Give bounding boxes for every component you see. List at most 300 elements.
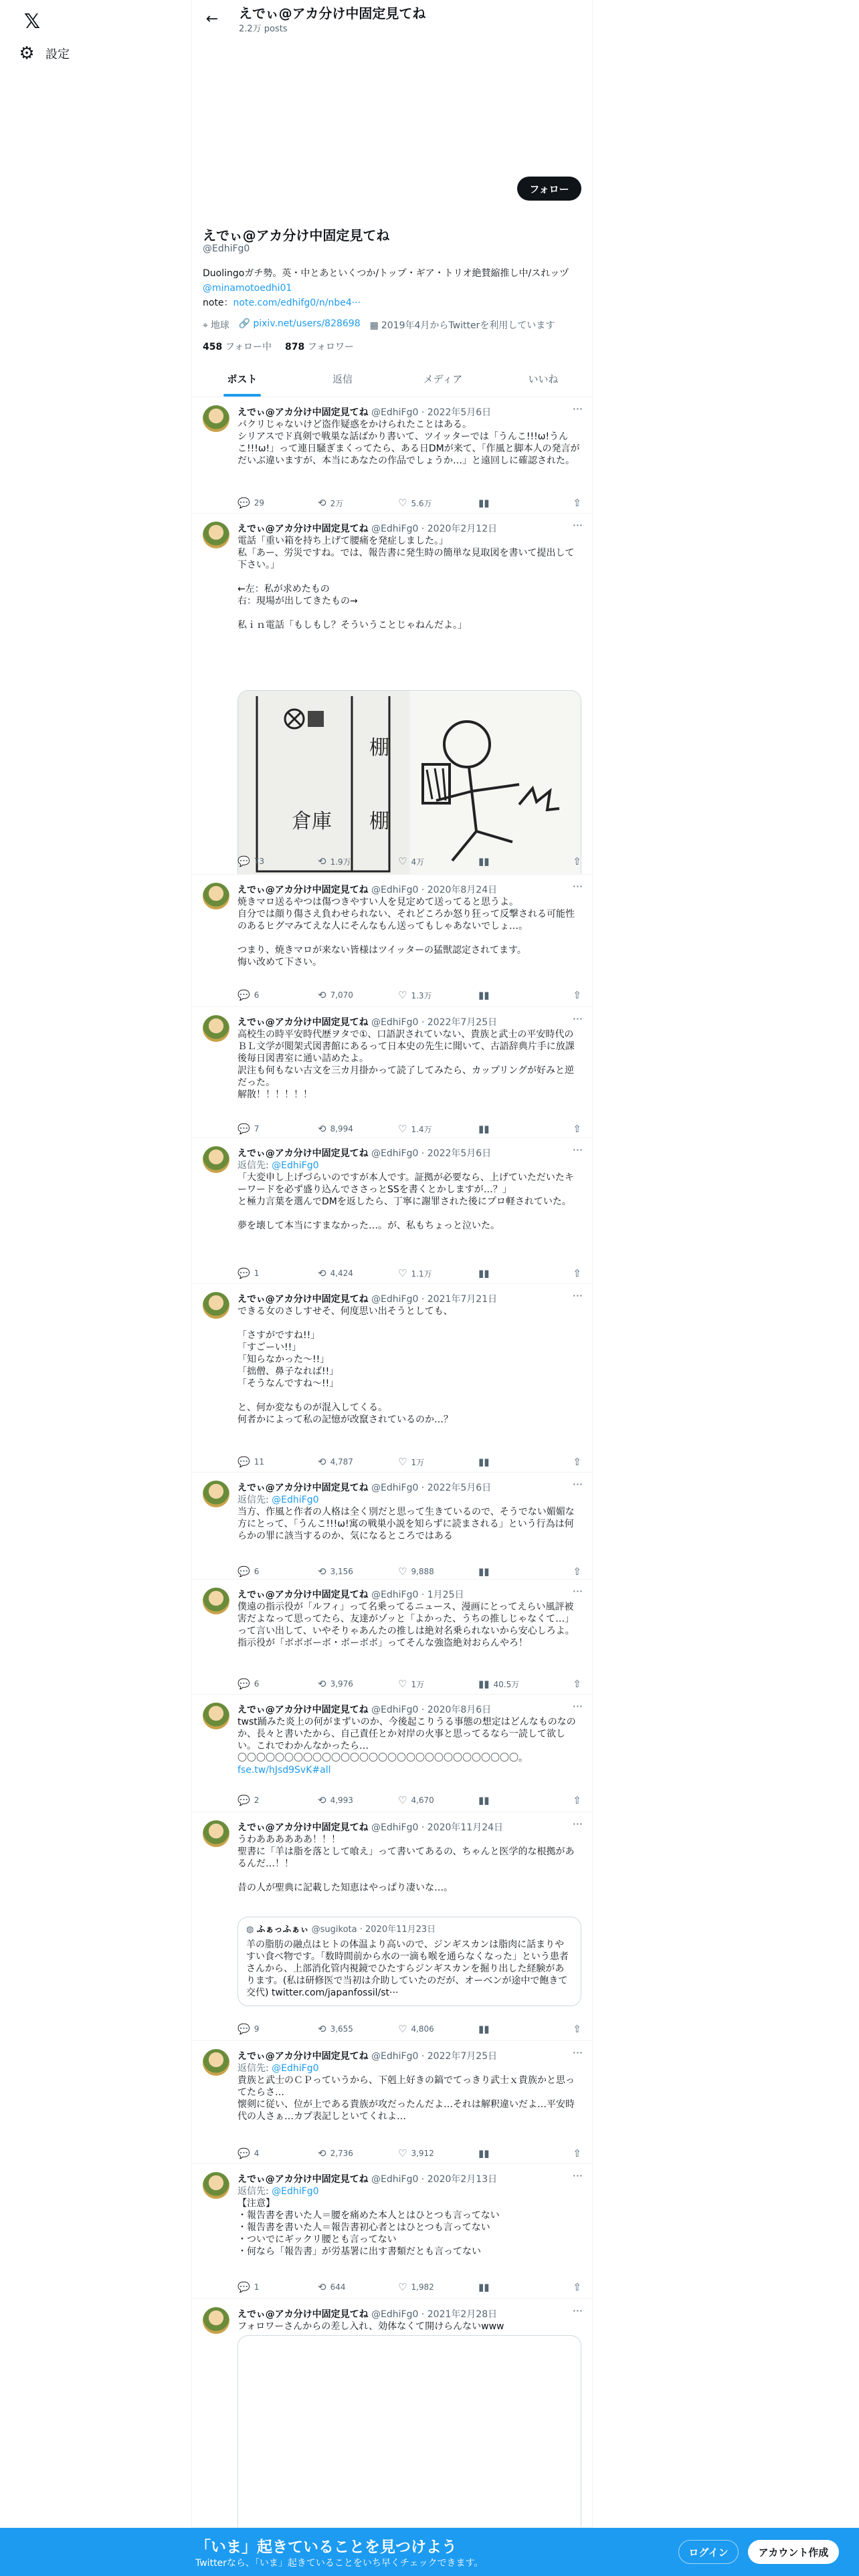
bottom-bar-title: 「いま」起きていることを見つけよう <box>195 2539 457 2556</box>
tweet-body <box>237 1834 581 1894</box>
avatar[interactable] <box>203 2172 229 2199</box>
like-button[interactable] <box>398 1267 478 1280</box>
share-button[interactable] <box>573 496 581 510</box>
tweet-actions <box>237 496 581 510</box>
tweet-text: 【注意】 ・報告書を書いた人＝腰を痛めた本人とはひとつも言ってない ・報告書を書いた人＝報告書初心者とはひとつも言ってない ・ついでにギックリ腰とも言ってない ・何なら「報告書」が労基署に出す書類だとも言ってない <box>237 2198 500 2257</box>
reply-count: 11 <box>254 1457 264 1467</box>
retweet-icon: ⟲ <box>318 2281 326 2293</box>
like-button[interactable] <box>398 1455 478 1469</box>
bottom-bar-subtitle: Twitterなら、「いま」起きていることをいち早くチェックできます。 <box>195 2558 484 2569</box>
tweet-author-handle: @EdhiFg0 <box>371 1705 419 1715</box>
tweet-text: 電話「重い箱を持ち上げて腰痛を発症しました。」 私「あー、労災ですね。では、報告書に発生時の簡単な見取図を書いて提出して下さい。」 ←左：私が求めたもの 右：現場が出してきたもの→ 私ｉｎ電話「もしもし？そういうことじゃねんだよ。」 <box>237 536 575 631</box>
like-icon: ♡ <box>398 1794 407 1806</box>
share-button[interactable] <box>573 1455 581 1469</box>
more-options-icon[interactable]: ··· <box>572 1478 583 1491</box>
reply-count: 7 <box>254 1124 260 1134</box>
like-button[interactable] <box>398 2147 478 2160</box>
tweet-date[interactable]: 2021年2月28日 <box>427 2309 498 2320</box>
reply-button[interactable] <box>237 1455 318 1469</box>
bio-note-link[interactable]: note.com/edhifg0/n/nbe4··· <box>233 298 361 308</box>
avatar[interactable] <box>203 1146 229 1173</box>
reply-icon: 💬 <box>237 1267 250 1279</box>
tweet-actions <box>237 855 581 868</box>
avatar[interactable] <box>203 883 229 909</box>
website-item[interactable] <box>239 318 361 332</box>
like-button[interactable] <box>398 1794 478 1807</box>
tweet-author-handle: @EdhiFg0 <box>371 1590 419 1600</box>
tweet-author-name[interactable]: えでぃ@アカ分け中固定見てね <box>237 1822 369 1833</box>
followers-link[interactable] <box>285 340 354 353</box>
reply-icon: 💬 <box>237 1456 250 1468</box>
share-icon: ⇧ <box>573 2023 581 2035</box>
tweet-author-name[interactable]: えでぃ@アカ分け中固定見てね <box>237 407 369 418</box>
reply-to-line <box>237 1494 581 1506</box>
like-button[interactable] <box>398 1122 478 1136</box>
avatar[interactable] <box>203 522 229 548</box>
tweet[interactable] <box>192 1284 593 1473</box>
retweet-count: 4,993 <box>330 1796 353 1805</box>
reply-to-handle[interactable]: @EdhiFg0 <box>272 2186 319 2197</box>
avatar[interactable] <box>203 1481 229 1507</box>
nav-settings[interactable] <box>17 44 70 63</box>
like-count: 1万 <box>411 1679 425 1689</box>
like-count: 1,982 <box>411 2282 434 2292</box>
share-button[interactable] <box>573 2280 581 2294</box>
tweet-header: えでぃ@アカ分け中固定見てね @EdhiFg0 · 2022年7月25日 <box>237 1017 498 1028</box>
tweet-date[interactable]: 2020年11月24日 <box>427 1822 504 1833</box>
tweet-actions <box>237 1565 581 1578</box>
share-icon: ⇧ <box>573 1123 581 1135</box>
reply-button[interactable] <box>237 988 318 1002</box>
tweet-date[interactable]: 2022年5月6日 <box>427 1148 492 1159</box>
quoted-date: 2020年11月23日 <box>365 1925 436 1935</box>
tweet-actions <box>237 2280 581 2294</box>
share-icon: ⇧ <box>573 1267 581 1279</box>
avatar[interactable] <box>203 1820 229 1847</box>
tweet-header: えでぃ@アカ分け中固定見てね @EdhiFg0 · 2021年7月21日 <box>237 1294 498 1305</box>
reply-icon: 💬 <box>237 1678 250 1690</box>
retweet-button[interactable] <box>318 1455 398 1469</box>
more-options-icon[interactable]: ··· <box>572 2046 583 2059</box>
tweet[interactable] <box>192 1580 593 1695</box>
share-icon: ⇧ <box>573 1566 581 1578</box>
reply-count: 1 <box>254 1269 260 1278</box>
tweet-actions <box>237 2147 581 2160</box>
tweet-author-name[interactable]: えでぃ@アカ分け中固定見てね <box>237 1294 369 1305</box>
tweet-author-handle: @EdhiFg0 <box>371 407 419 418</box>
more-options-icon[interactable]: ··· <box>572 1585 583 1598</box>
profile-header-bar <box>192 0 593 37</box>
like-count: 4,806 <box>411 2024 434 2034</box>
views-button[interactable] <box>478 1267 559 1280</box>
signup-bottom-bar <box>0 2528 859 2576</box>
profile-follow-counts <box>203 340 354 353</box>
share-icon: ⇧ <box>573 1678 581 1690</box>
like-count: 1.1万 <box>411 1269 432 1279</box>
share-icon: ⇧ <box>573 2147 581 2159</box>
more-options-icon[interactable]: ··· <box>572 1012 583 1025</box>
share-button[interactable] <box>573 1677 581 1691</box>
tweet-body <box>237 1305 581 1426</box>
profile-meta <box>203 318 555 332</box>
profile-bio <box>203 266 585 310</box>
bio-note-prefix: note： <box>203 298 233 308</box>
tweet-author-handle: @EdhiFg0 <box>371 1483 419 1493</box>
like-button[interactable] <box>398 496 478 510</box>
avatar[interactable] <box>203 405 229 432</box>
retweet-icon: ⟲ <box>318 855 326 867</box>
like-icon: ♡ <box>398 2147 407 2159</box>
retweet-count: 2,736 <box>330 2149 353 2158</box>
retweet-count: 644 <box>330 2282 346 2292</box>
views-button[interactable] <box>478 2022 559 2036</box>
reply-button[interactable] <box>237 855 318 868</box>
retweet-button[interactable] <box>318 1794 398 1807</box>
header-post-count: 2.2万 posts <box>239 24 288 34</box>
share-icon: ⇧ <box>573 497 581 509</box>
views-icon: ▮▮ <box>478 989 490 1001</box>
share-button[interactable] <box>573 2147 581 2160</box>
retweet-button[interactable] <box>318 496 398 510</box>
website-link[interactable]: pixiv.net/users/828698 <box>253 318 361 329</box>
tweet[interactable] <box>192 2299 593 2528</box>
tweet-text: 僕遠の指示役が「ルフィ」って名乗ってるニュース、漫画にとってえらい風評被害だよなって思ってたら、友達がゾッと「よかった、うちの推しじゃなくて…」って言い出して、いやそりゃあんたの推しは絶対名乗られないから安心しろよ。指示役が「ボボボーボ・ボーボボ」ってそんな強盗絶対おらんやろ！ <box>237 1602 575 1648</box>
more-options-icon[interactable]: ··· <box>572 880 583 893</box>
tweet-text: フォロワーさんからの差し入れ、効体なくて開けらんないwww <box>237 2321 504 2332</box>
tweet-body <box>237 419 581 467</box>
views-button[interactable] <box>478 1794 559 1807</box>
like-button[interactable] <box>398 2022 478 2036</box>
more-options-icon[interactable]: ··· <box>572 2304 583 2317</box>
retweet-button[interactable] <box>318 1677 398 1691</box>
share-button[interactable] <box>573 2022 581 2036</box>
reply-button[interactable] <box>237 2022 318 2036</box>
views-icon: ▮▮ <box>478 2147 490 2159</box>
reply-to-line <box>237 2185 581 2197</box>
tweet-date[interactable]: 2022年5月6日 <box>427 407 492 418</box>
reply-button[interactable] <box>237 2280 318 2294</box>
like-icon: ♡ <box>398 1123 407 1135</box>
tweet-author-handle: @EdhiFg0 <box>371 1148 419 1159</box>
tweet-date[interactable]: 2020年8月6日 <box>427 1705 492 1715</box>
views-icon: ▮▮ <box>478 1678 490 1690</box>
quoted-tweet[interactable] <box>237 1917 581 2006</box>
like-count: 4,670 <box>411 1796 434 1805</box>
retweet-icon: ⟲ <box>318 1678 326 1690</box>
retweet-button[interactable] <box>318 2280 398 2294</box>
reply-count: 29 <box>254 498 264 508</box>
tweet-actions <box>237 988 581 1002</box>
followers-count: 878 <box>285 342 305 352</box>
retweet-count: 7,070 <box>330 990 353 1000</box>
reply-button[interactable] <box>237 1677 318 1691</box>
tweet-date[interactable]: 2022年5月6日 <box>427 1483 492 1493</box>
tweet-body <box>237 1494 581 1542</box>
like-count: 5.6万 <box>411 498 432 508</box>
reply-button[interactable] <box>237 2147 318 2160</box>
tweet-author-handle: @EdhiFg0 <box>371 1822 419 1833</box>
tweet-actions <box>237 1267 581 1280</box>
tweet-date[interactable]: 2020年8月24日 <box>427 885 498 895</box>
retweet-button[interactable] <box>318 855 398 868</box>
tweet-body <box>237 535 581 631</box>
more-options-icon[interactable]: ··· <box>572 519 583 532</box>
tweet-author-name[interactable]: えでぃ@アカ分け中固定見てね <box>237 2051 369 2062</box>
media-handwritten-label: 倉庫 <box>292 810 332 833</box>
location-item <box>203 318 229 332</box>
retweet-count: 8,994 <box>330 1124 353 1134</box>
tweet-author-handle: @EdhiFg0 <box>371 1294 419 1305</box>
views-count: 40.5万 <box>493 1679 520 1689</box>
share-icon: ⇧ <box>573 989 581 1001</box>
tweet-header: えでぃ@アカ分け中固定見てね @EdhiFg0 · 2020年2月12日 <box>237 524 498 534</box>
views-button[interactable] <box>478 988 559 1002</box>
following-count: 458 <box>203 342 223 352</box>
tweet-date[interactable]: 2021年7月21日 <box>427 1294 498 1305</box>
retweet-button[interactable] <box>318 1267 398 1280</box>
retweet-icon: ⟲ <box>318 1123 326 1135</box>
avatar[interactable] <box>203 1292 229 1319</box>
reply-to-handle[interactable]: @EdhiFg0 <box>272 2063 319 2074</box>
reply-icon: 💬 <box>237 2023 250 2035</box>
retweet-button[interactable] <box>318 2147 398 2160</box>
tweet-date[interactable]: 1月25日 <box>427 1590 464 1600</box>
tweet[interactable] <box>192 2164 593 2299</box>
quoted-author-name[interactable]: ふぁっふぁぃ <box>256 1925 309 1935</box>
profile-tabs <box>192 361 593 397</box>
nav-settings-label: 設定 <box>45 47 70 62</box>
reply-button[interactable] <box>237 1794 318 1807</box>
retweet-count: 4,424 <box>330 1269 353 1278</box>
tweet-header: えでぃ@アカ分け中固定見てね @EdhiFg0 · 2022年5月6日 <box>237 407 492 418</box>
share-button[interactable] <box>573 1565 581 1578</box>
tweet-body <box>237 2062 581 2123</box>
views-icon: ▮▮ <box>478 2281 490 2293</box>
tweet-actions <box>237 1455 581 1469</box>
tweet[interactable] <box>192 1138 593 1284</box>
reply-icon: 💬 <box>237 1566 250 1578</box>
tweet[interactable] <box>192 2041 593 2164</box>
reply-button[interactable] <box>237 1267 318 1280</box>
like-icon: ♡ <box>398 2281 407 2293</box>
tweet-author-handle: @EdhiFg0 <box>371 2174 419 2185</box>
more-options-icon[interactable]: ··· <box>572 2169 583 2182</box>
bio-mention-link[interactable]: @minamotoedhi01 <box>203 283 292 294</box>
avatar[interactable] <box>203 2307 229 2334</box>
avatar[interactable] <box>203 1015 229 1042</box>
tweet-author-name[interactable]: えでぃ@アカ分け中固定見てね <box>237 2174 369 2185</box>
tweet-link[interactable]: fse.tw/hJsd9SvK#all <box>237 1765 331 1776</box>
avatar[interactable] <box>203 2049 229 2076</box>
tweet-body <box>237 2321 581 2333</box>
tweet-author-name[interactable]: えでぃ@アカ分け中固定見てね <box>237 1148 369 1159</box>
tweet-header: えでぃ@アカ分け中固定見てね @EdhiFg0 · 2022年5月6日 <box>237 1148 492 1159</box>
media-handwritten-label: 棚 <box>369 736 389 760</box>
views-button[interactable] <box>478 1455 559 1469</box>
share-button[interactable] <box>573 1122 581 1136</box>
reply-count: 4 <box>254 2149 260 2158</box>
tweet-author-name[interactable]: えでぃ@アカ分け中固定見てね <box>237 1705 369 1715</box>
retweet-button[interactable] <box>318 1565 398 1578</box>
tweet-date[interactable]: 2020年2月13日 <box>427 2174 498 2185</box>
share-icon: ⇧ <box>573 1456 581 1468</box>
reply-to-handle[interactable]: @EdhiFg0 <box>272 1160 319 1171</box>
tweet-author-handle: @EdhiFg0 <box>371 885 419 895</box>
retweet-icon: ⟲ <box>318 2147 326 2159</box>
reply-prefix: 返信先: <box>237 2063 272 2074</box>
retweet-button[interactable] <box>318 1122 398 1136</box>
tweet-text: 「大変申し上げづらいのですが本人です。証拠が必要なら、上げていただいたキーワードを必ず盛り込んでささっとSSを書くとかしますが…？」 と極力言葉を選んでDMを返したら、丁寧に謝罪された後にプロ軽されていた。 夢を壊して本当にすまなかった…。が、私もちょっと泣いた。 <box>237 1172 574 1231</box>
reply-icon: 💬 <box>237 2147 250 2159</box>
views-button[interactable] <box>478 855 559 868</box>
like-icon: ♡ <box>398 855 407 867</box>
avatar[interactable] <box>203 1703 229 1729</box>
tweet[interactable] <box>192 1473 593 1580</box>
reply-icon: 💬 <box>237 2281 250 2293</box>
like-button[interactable] <box>398 988 478 1002</box>
tweet-author-name[interactable]: えでぃ@アカ分け中固定見てね <box>237 524 369 534</box>
retweet-icon: ⟲ <box>318 2023 326 2035</box>
reply-count: 6 <box>254 1679 260 1689</box>
views-button[interactable] <box>478 1565 559 1578</box>
gear-icon: ⚙ <box>19 43 35 64</box>
tweet-author-name[interactable]: えでぃ@アカ分け中固定見てね <box>237 1483 369 1493</box>
tweet-author-name[interactable]: えでぃ@アカ分け中固定見てね <box>237 885 369 895</box>
tweet-author-handle: @EdhiFg0 <box>371 1017 419 1028</box>
tweet-body <box>237 1716 581 1776</box>
tweet[interactable] <box>192 1007 593 1138</box>
tweet-media-image[interactable] <box>237 690 581 875</box>
x-logo-icon[interactable]: 𝕏 <box>23 9 41 33</box>
tweet-date[interactable]: 2022年7月25日 <box>427 1017 498 1028</box>
follow-button[interactable]: フォロー <box>517 177 581 201</box>
retweet-icon: ⟲ <box>318 1566 326 1578</box>
followers-label: フォロワー <box>307 342 354 352</box>
tweet-date[interactable]: 2022年7月25日 <box>427 2051 498 2062</box>
tab-posts[interactable]: ポスト <box>192 361 292 397</box>
tweet-author-handle: @EdhiFg0 <box>371 2309 419 2320</box>
views-icon: ▮▮ <box>478 2023 490 2035</box>
reply-count: 9 <box>254 2024 260 2034</box>
reply-icon: 💬 <box>237 497 250 509</box>
share-button[interactable] <box>573 855 581 868</box>
views-icon: ▮▮ <box>478 1456 490 1468</box>
quoted-tweet-header: ◍ ふぁっふぁぃ @sugikota · 2020年11月23日 <box>246 1925 436 1935</box>
tweet-author-name[interactable]: えでぃ@アカ分け中固定見てね <box>237 2309 369 2320</box>
views-icon: ▮▮ <box>478 1267 490 1279</box>
views-button[interactable] <box>478 2147 559 2160</box>
tweet[interactable] <box>192 1812 593 2041</box>
views-icon: ▮▮ <box>478 1123 490 1135</box>
tweet-header: えでぃ@アカ分け中固定見てね @EdhiFg0 · 2021年2月28日 <box>237 2309 498 2320</box>
retweet-count: 4,787 <box>330 1457 353 1467</box>
reply-to-handle[interactable]: @EdhiFg0 <box>272 1495 319 1505</box>
like-button[interactable] <box>398 1565 478 1578</box>
tweet-actions <box>237 1794 581 1807</box>
like-icon: ♡ <box>398 1566 407 1578</box>
like-count: 1.3万 <box>411 990 432 1000</box>
tweet[interactable] <box>192 1695 593 1812</box>
retweet-count: 2万 <box>330 498 344 508</box>
views-icon: ▮▮ <box>478 855 490 867</box>
like-button[interactable] <box>398 2280 478 2294</box>
views-button[interactable] <box>478 1677 559 1691</box>
tweet-text: twst踊みた炎上の何がまずいのか、今後起こりうる事態の想定はどんなものなのか、長々と書いたから、自己責任とか対岸の火事と思ってるなら一読して欲しい。これでわかんなかったら… 〇〇〇〇〇〇〇〇〇〇〇〇〇〇〇〇〇〇〇〇〇〇〇〇〇〇〇〇〇〇。 <box>237 1717 576 1763</box>
avatar[interactable] <box>203 1588 229 1614</box>
joined-item <box>370 318 555 332</box>
views-button[interactable] <box>478 496 559 510</box>
back-arrow-icon[interactable]: ← <box>205 10 219 27</box>
more-options-icon[interactable]: ··· <box>572 1289 583 1302</box>
location-text: 地球 <box>210 320 229 331</box>
like-button[interactable] <box>398 1677 478 1691</box>
retweet-icon: ⟲ <box>318 989 326 1001</box>
tweet-author-name[interactable]: えでぃ@アカ分け中固定見てね <box>237 1017 369 1028</box>
profile-handle: @EdhiFg0 <box>203 243 250 254</box>
following-link[interactable] <box>203 340 272 353</box>
quoted-author-handle: @sugikota <box>311 1925 357 1935</box>
profile-name: えでぃ@アカ分け中固定見てね <box>203 227 390 243</box>
tweet-text: 貴族と武士のＣＰっていうから、下剋上好きの鎬でてっきり武士ｘ貴族かと思ってたらさ… 懐剣に従い、位が上である貴族が攻だったんだよ…それは解釈違いだよ…平安時代の人さぁ…カプ表記しといてくれよ… <box>237 2075 575 2122</box>
tweet-media-image[interactable] <box>237 2335 581 2528</box>
like-button[interactable] <box>398 855 478 868</box>
login-button[interactable]: ログイン <box>678 2540 739 2564</box>
tweet[interactable] <box>192 875 593 1007</box>
tab-media[interactable]: メディア <box>423 373 463 385</box>
retweet-button[interactable] <box>318 988 398 1002</box>
more-options-icon[interactable]: ··· <box>572 1144 583 1156</box>
more-options-icon[interactable]: ··· <box>572 403 583 415</box>
media-handwritten-label: 棚 <box>369 810 389 833</box>
share-button[interactable] <box>573 1794 581 1807</box>
views-button[interactable] <box>478 2280 559 2294</box>
more-options-icon[interactable]: ··· <box>572 1700 583 1713</box>
tweet-date[interactable]: 2020年2月12日 <box>427 524 498 534</box>
tab-likes[interactable]: いいね <box>528 373 559 385</box>
share-button[interactable] <box>573 1267 581 1280</box>
profile-column <box>191 0 593 2576</box>
tweet-author-name[interactable]: えでぃ@アカ分け中固定見てね <box>237 1590 369 1600</box>
retweet-count: 3,976 <box>330 1679 353 1689</box>
calendar-icon: ▦ <box>369 320 379 331</box>
like-icon: ♡ <box>398 1456 407 1468</box>
more-options-icon[interactable]: ··· <box>572 1818 583 1830</box>
share-button[interactable] <box>573 988 581 1002</box>
retweet-button[interactable] <box>318 2022 398 2036</box>
reply-prefix: 返信先: <box>237 1495 272 1505</box>
reply-button[interactable] <box>237 1565 318 1578</box>
bio-text: Duolingoガチ勢。英・中とあといくつか/トップ・ギア・トリオ絶賛縮推し中/スれッヅ <box>203 268 569 279</box>
tweet-text: できる女のさしすせそ、何度思い出そうとしても、 「さすがですね!!」 「すごーい!!」 「知らなかった～!!」 「拙僧、鼻子なれば!!」 「そうなんですね～!!」 と、何か変なものが混入してくる。 何者かによって私の記憶が改竄されているのか…？ <box>237 1306 453 1425</box>
tweet-actions <box>237 2022 581 2036</box>
like-count: 9,888 <box>411 1567 434 1576</box>
tab-replies[interactable]: 返信 <box>332 373 353 385</box>
tweet-header: えでぃ@アカ分け中固定見てね @EdhiFg0 · 2022年5月6日 <box>237 1483 492 1493</box>
tweet[interactable] <box>192 397 593 514</box>
views-icon: ▮▮ <box>478 1566 490 1578</box>
reply-button[interactable] <box>237 496 318 510</box>
reply-button[interactable] <box>237 1122 318 1136</box>
tweet-text: 当方、作風と作者の人格は全く別だと思って生きているので、そうでない媚媚な方にとって、「うんこ!!!ω!寓の戦巣小説を知らずに読まされる」という行為は何らかの罪に該当するのか、気になるところではある <box>237 1507 575 1541</box>
retweet-icon: ⟲ <box>318 1267 326 1279</box>
views-button[interactable] <box>478 1122 559 1136</box>
reply-prefix: 返信先: <box>237 2186 272 2197</box>
reply-count: 1 <box>254 2282 260 2292</box>
signup-button[interactable]: アカウント作成 <box>748 2540 839 2564</box>
tweet[interactable] <box>192 514 593 875</box>
like-count: 4万 <box>411 857 425 867</box>
retweet-count: 3,156 <box>330 1567 353 1576</box>
